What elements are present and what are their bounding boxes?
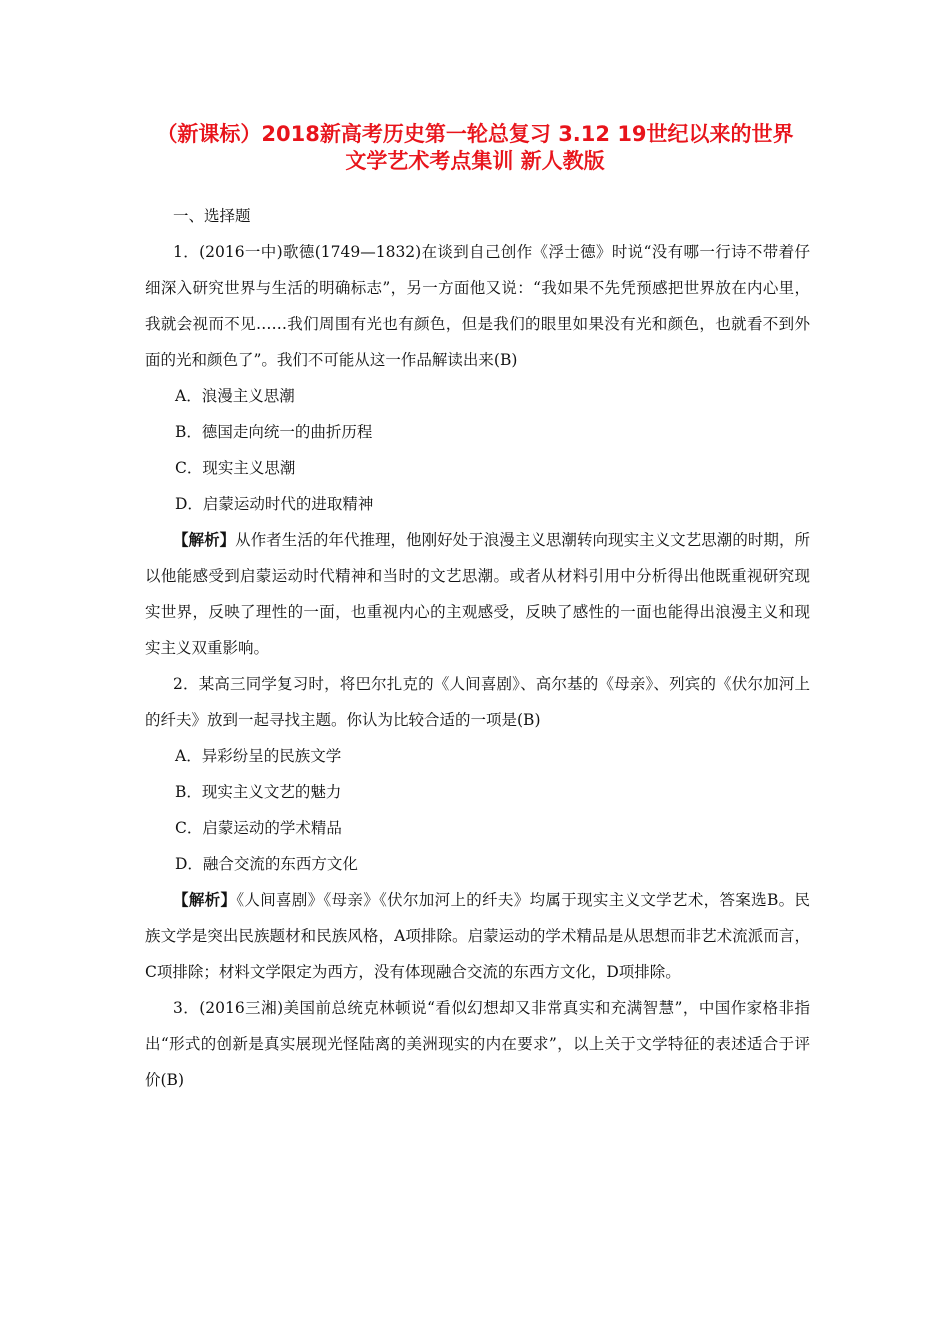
analysis-label: 【解析】 [173, 530, 236, 549]
question-1-option-b: B．德国走向统一的曲折历程 [175, 423, 373, 441]
document-title-line-2: 文学艺术考点集训 新人教版 [345, 149, 605, 173]
analysis-label: 【解析】 [173, 890, 237, 909]
question-2-option-b: B．现实主义文艺的魅力 [175, 783, 342, 801]
question-2-option-a: A．异彩纷呈的民族文学 [175, 747, 342, 765]
question-1-analysis [145, 522, 810, 666]
question-2-option-c: C．启蒙运动的学术精品 [175, 819, 342, 837]
question-1-option-d: D．启蒙运动时代的进取精神 [175, 495, 374, 513]
question-1-option-a: A．浪漫主义思潮 [175, 387, 295, 405]
analysis-text: 从作者生活的年代推理，他刚好处于浪漫主义思潮转向现实主义文艺思潮的时期，所以他能感受到启蒙运动时代精神和当时的文艺思潮。或者从材料引用中分析得出他既重视研究现实世界，反映了理性的一面，也重视内心的主观感受，反映了感性的一面也能得出浪漫主义和现实主义双重影响。 [145, 531, 810, 657]
question-2-stem: 2．某高三同学复习时，将巴尔扎克的《人间喜剧》、高尔基的《母亲》、列宾的《伏尔加河上的纤夫》放到一起寻找主题。你认为比较合适的一项是(B) [145, 675, 810, 729]
question-2-option-d: D．融合交流的东西方文化 [175, 855, 358, 873]
section-heading: 一、选择题 [173, 207, 251, 225]
document-title-line-1: （新课标）2018新高考历史第一轮总复习 3.12 19世纪以来的世界 [156, 122, 794, 146]
question-1-option-c: C．现实主义思潮 [175, 459, 296, 477]
question-1-stem: 1．(2016一中)歌德(1749—1832)在谈到自己创作《浮士德》时说“没有哪一行诗不带着仔细深入研究世界与生活的明确标志”，另一方面他又说：“我如果不先凭预感把世界放在内心里，我就会视而不见……我们周围有光也有颜色，但是我们的眼里如果没有光和颜色，也就看不到外面的光和颜色了”。我们不可能从这一作品解读出来(B) [145, 243, 810, 369]
question-2-analysis [145, 882, 810, 990]
question-3-stem: 3．(2016三湘)美国前总统克林顿说“看似幻想却又非常真实和充满智慧”，中国作家格非指出“形式的创新是真实展现光怪陆离的美洲现实的内在要求”，以上关于文学特征的表述适合于评价(B) [145, 999, 810, 1089]
document-body [145, 198, 810, 1098]
analysis-text: 《人间喜剧》《母亲》《伏尔加河上的纤夫》均属于现实主义文学艺术，答案选B。民族文学是突出民族题材和民族风格，A项排除。启蒙运动的学术精品是从思想而非艺术流派而言，C项排除；材料文学限定为西方，没有体现融合交流的东西方文化，D项排除。 [145, 891, 810, 981]
